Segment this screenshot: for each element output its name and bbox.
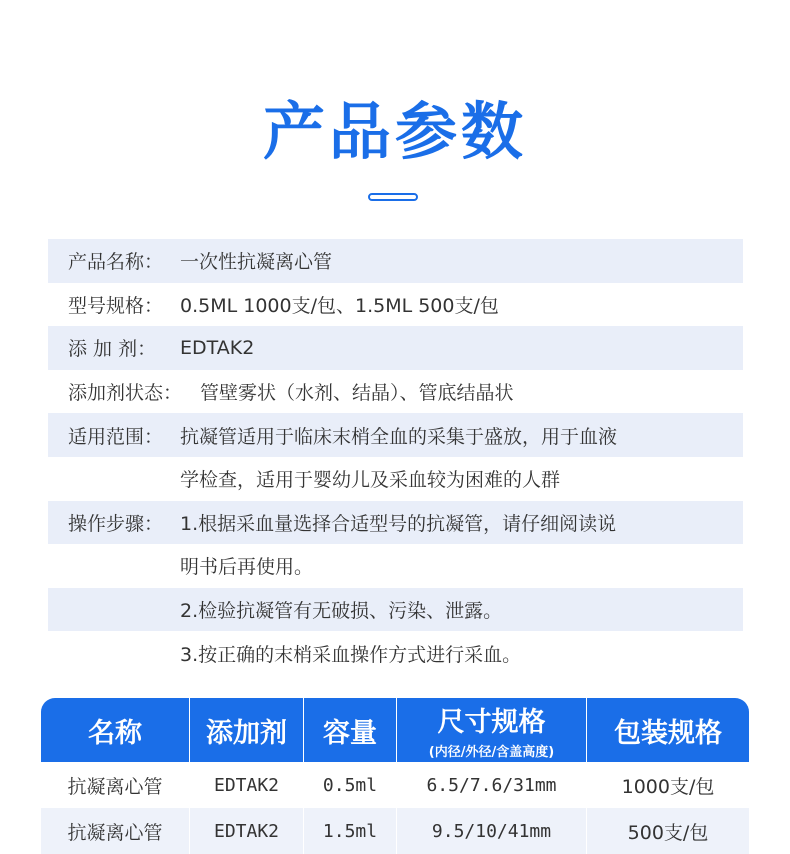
table-row (41, 762, 749, 808)
param-value: 一次性抗凝离心管 (180, 251, 333, 274)
table-header-size (397, 698, 587, 762)
table-cell: EDTAK2 (190, 762, 304, 808)
param-label: 操作步骤： (68, 512, 164, 535)
param-row-steps-3 (48, 631, 743, 675)
header-label: 尺寸规格 (437, 707, 546, 738)
header-label: 包装规格 (614, 717, 722, 749)
param-label: 型号规格： (68, 294, 164, 317)
param-value: 2.检验抗凝管有无破损、污染、泄露。 (180, 600, 503, 623)
params-list (48, 239, 743, 675)
param-value: 0.5ML 1000支/包、1.5ML 500支/包 (180, 294, 499, 317)
table-cell: 抗凝离心管 (41, 762, 190, 808)
header-sublabel: (内径/外径/含盖高度) (428, 745, 555, 760)
spec-table (41, 698, 749, 854)
header-label: 添加剂 (206, 717, 287, 749)
table-cell: 1000支/包 (621, 775, 715, 798)
title-underline-decoration (368, 193, 418, 201)
page-title: 产品参数 (262, 95, 527, 168)
param-row-additive (48, 326, 743, 370)
param-value: 3.按正确的末梢采血操作方式进行采血。 (180, 643, 522, 666)
param-value: EDTAK2 (180, 336, 255, 359)
param-label: 产品名称： (68, 251, 164, 274)
param-row-steps-cont (48, 544, 743, 588)
table-cell: 9.5/10/41mm (397, 808, 587, 854)
param-label: 添加剂状态： (68, 382, 183, 405)
table-cell: 500支/包 (627, 821, 709, 844)
table-cell: 1.5ml (304, 808, 397, 854)
table-header-additive (190, 698, 304, 762)
param-row-product-name (48, 239, 743, 283)
param-value: 明书后再使用。 (180, 556, 314, 579)
param-row-scope (48, 413, 743, 457)
header-label: 容量 (323, 717, 377, 749)
table-header-name (41, 698, 190, 762)
table-cell: 0.5ml (304, 762, 397, 808)
param-row-additive-state (48, 370, 743, 414)
param-row-steps (48, 501, 743, 545)
param-value: 学检查，适用于婴幼儿及采血较为困难的人群 (180, 469, 561, 492)
param-row-model (48, 283, 743, 327)
param-value: 1.根据采血量选择合适型号的抗凝管，请仔细阅读说 (180, 512, 617, 535)
table-cell: 6.5/7.6/31mm (397, 762, 587, 808)
param-label: 适用范围： (68, 425, 164, 448)
param-label: 添 加 剂： (68, 338, 157, 361)
table-header-package (587, 698, 749, 762)
table-header-row (41, 698, 749, 762)
table-header-capacity (304, 698, 397, 762)
header-label: 名称 (88, 717, 142, 749)
param-value: 管壁雾状（水剂、结晶）、管底结晶状 (200, 382, 514, 405)
table-cell: 抗凝离心管 (41, 808, 190, 854)
table-row (41, 808, 749, 854)
table-cell: EDTAK2 (190, 808, 304, 854)
param-row-steps-2 (48, 588, 743, 632)
param-value: 抗凝管适用于临床末梢全血的采集于盛放，用于血液 (180, 425, 618, 448)
param-row-scope-cont (48, 457, 743, 501)
